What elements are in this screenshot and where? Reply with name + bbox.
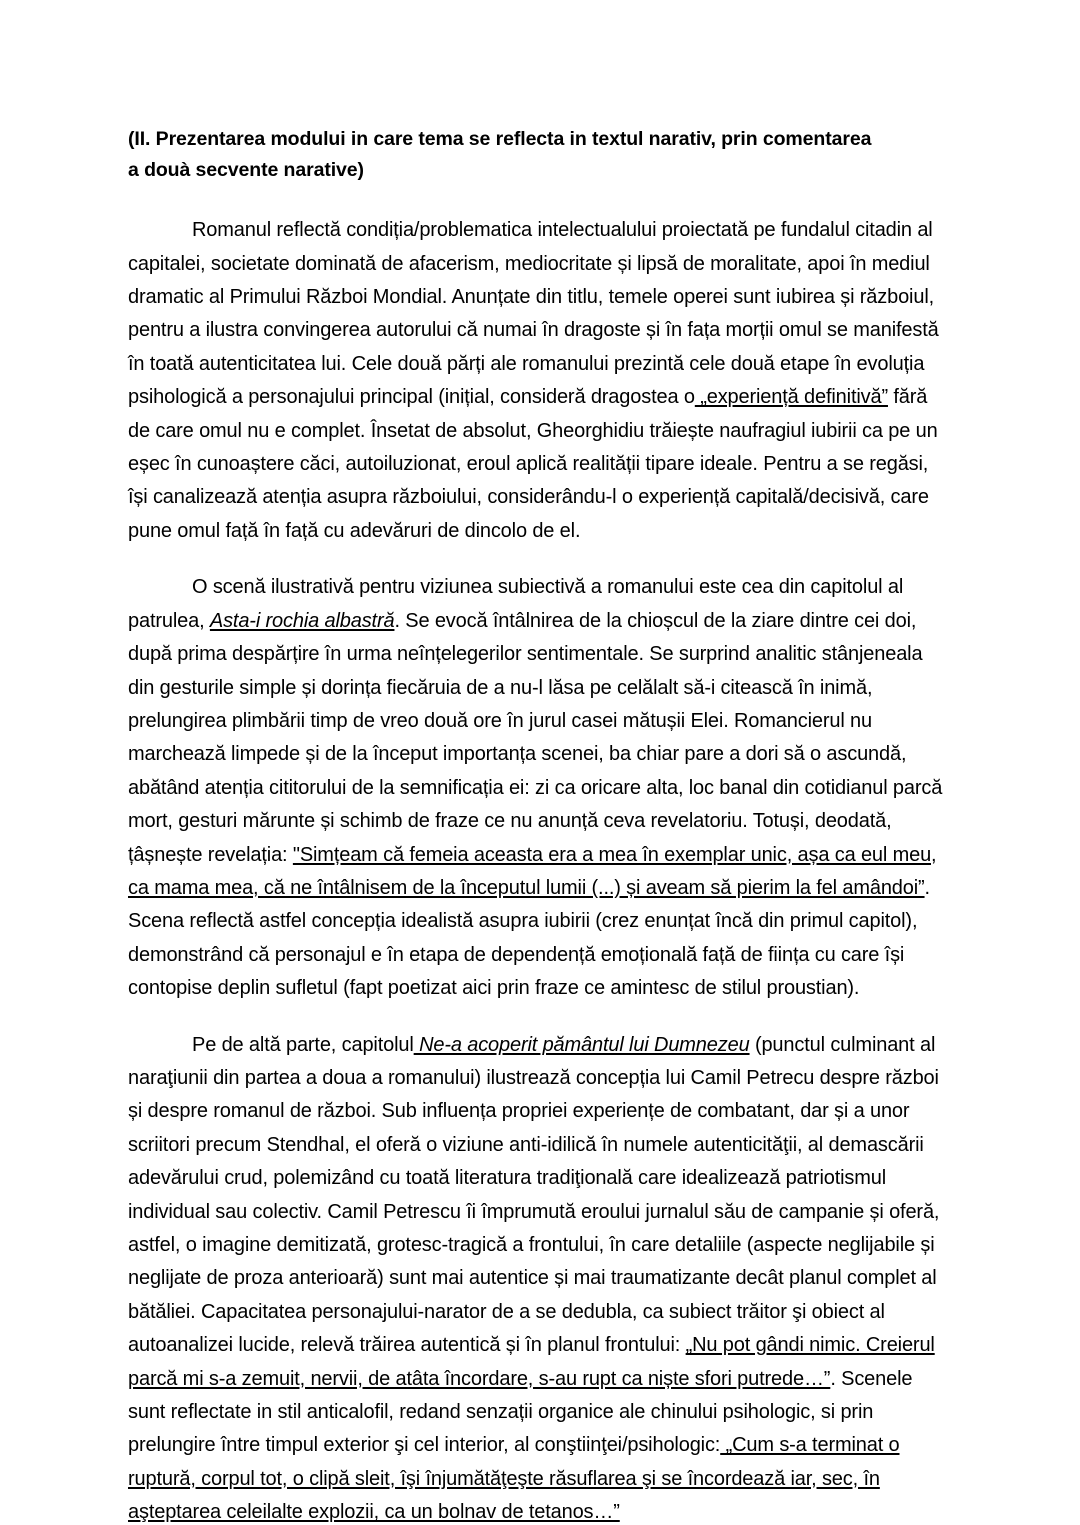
text-run: Asta-i rochia albastră: [209, 609, 395, 632]
text-run: Ne-a acoperit pământul lui Dumnezeu: [413, 1033, 750, 1056]
heading-line-1: (II. Prezentarea modului in care tema se reflecta in textul narativ, prin comentarea: [128, 128, 872, 150]
text-run: . Scena reflectă astfel concepția idealistă asupra iubirii (crez enunțat încă din primul capitol), demonstrând că personajul e în etapa de dependență emoțională față de ființa cu care își contopise deplin sufletul (fapt poetizat aici prin fraze ce amintesc de stilul proustian).: [128, 876, 930, 1000]
text-run: „Nu pot gândi nimic. Creierul parcă mi s-a zemuit, nervii, de atâta încordare, s-au rupt ca niște sfori putrede…”: [128, 1334, 935, 1390]
spacer: [128, 1006, 952, 1029]
text-run: „Cum s-a terminat o ruptură, corpul tot, o clipă sleit, îşi înjumătăţeşte răsuflarea şi se încordează iar, sec, în aşteptarea celeilalte explozii, ca un bolnav de tetanos…”: [128, 1434, 900, 1524]
text-run: O scenă ilustrativă pentru viziunea subiectivă a romanului este cea din capitolul al patrulea,: [128, 576, 904, 632]
spacer: [128, 185, 952, 214]
document-body: [128, 124, 952, 1525]
text-run: Pe de altă parte, capitolul: [192, 1033, 414, 1056]
paragraph-1: [128, 214, 952, 548]
text-run: . Scenele sunt reflectate in stil anticalofil, redand senzații organice ale chinului psihologic, si prin prelungire între timpul exterior şi cel interior, al conştiinţei/psihologic:: [128, 1367, 913, 1457]
text-run: . Se evocă întâlnirea de la chioșcul de la ziare dintre cei doi, după prima despărțire în urma neînțelegerilor sentimentale. Se surprind analitic stânjeneala din gesturile simple și dorința fiecăruia de a nu-l lăsa pe celălalt să-i citească în inimă, prelungirea plimbării timp de vreo două ore în jurul casei mătușii Elei. Romancierul nu marchează limpede și de la început importanța scenei, ba chiar pare a dori să o ascundă, abătând atenția cititorului de la semnificația ei: zi ca oricare alta, loc banal din cotidianul parcă mort, gesturi mărunte și schimb de fraze ce nu anunță ceva revelatoriu. Totuși, deodată, țâșnește revelația:: [128, 609, 943, 866]
text-run: „experiență definitivă”: [694, 386, 888, 409]
text-run: fără de care omul nu e complet. Însetat de absolut, Gheorghidiu trăiește naufragiul iubirii ca pe un eșec în cunoaștere căci, autoiluzionat, eroul aplică realității tipare ideale. Pentru a se regăsi, își canalizează atenția asupra războiului, considerându-l o experiență capitală/decisivă, care pune omul față în față cu adevăruri de dincolo de el.: [128, 386, 938, 542]
text-run: "Simțeam că femeia aceasta era a mea în exemplar unic, așa ca eul meu, ca mama mea, că ne întâlnisem de la începutul lumii (...) și aveam să pierim la fel amândoi”: [128, 843, 937, 899]
document-heading: [128, 124, 952, 185]
text-run: (punctul culminant al naraţiunii din partea a doua a romanului) ilustrează concepția lui Camil Petrecu despre război și despre romanul de război. Sub influența propriei experiențe de combatant, dar și a unor scriitori precum Stendhal, el oferă o viziune anti-idilică în numele autenticităţii, al demascării adevărului crud, polemizând cu toată literatura tradiţională care idealizează patriotismul individual sau colectiv. Camil Petrescu îi împrumută eroului jurnalul său de campanie și oferă, astfel, o imagine demitizată, grotesc-tragică a frontului, în care detaliile (aspecte neglijabile și neglijate de proza anterioară) sunt mai autentice și mai traumatizante decât planul complet al bătăliei. Capacitatea personajului-narator de a se dedubla, ca subiect trăitor şi obiect al autoanalizei lucide, relevă trăirea autentică și în planul frontului:: [128, 1033, 940, 1357]
paragraph-3: [128, 1029, 952, 1525]
heading-line-2: a douà secvente narative): [128, 158, 364, 181]
spacer: [128, 548, 952, 571]
paragraph-2: [128, 571, 952, 1005]
text-run: Romanul reflectă condiția/problematica intelectualului proiectată pe fundalul citadin al capitalei, societate dominată de afacerism, mediocritate și lipsă de moralitate, apoi în mediul dramatic al Primului Război Mondial. Anunțate din titlu, temele operei sunt iubirea și războiul, pentru a ilustra convingerea autorului că numai în dragoste și în fața morții omul se manifestă în toată autenticitatea lui. Cele două părți ale romanului prezintă cele două etape în evoluția psihologică a personajului principal (inițial, consideră dragostea o: [128, 219, 939, 409]
